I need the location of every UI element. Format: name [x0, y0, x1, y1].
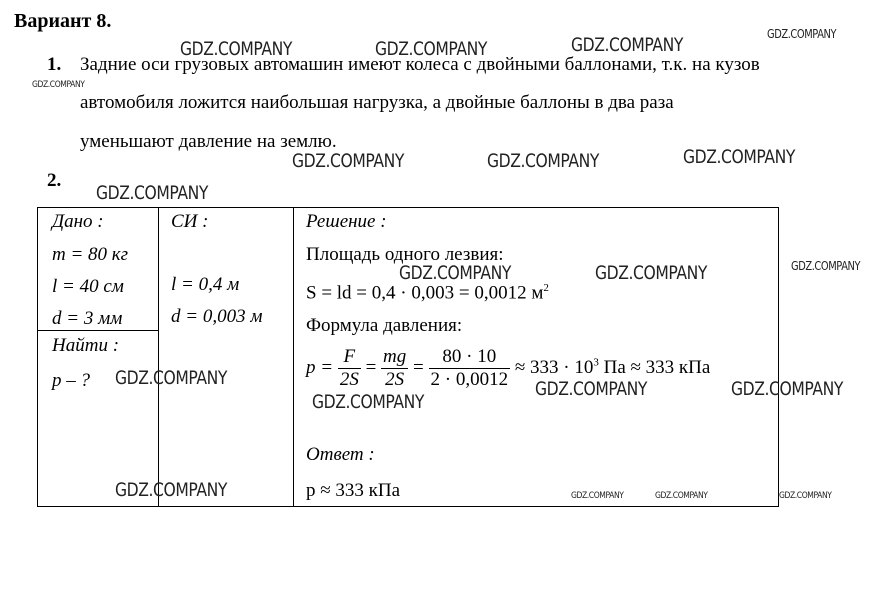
- si-header: СИ :: [171, 211, 209, 232]
- watermark: GDZ.COMPANY: [115, 479, 228, 501]
- watermark: GDZ.COMPANY: [32, 80, 85, 90]
- divider-given-si: [158, 208, 159, 506]
- si-thickness: d = 0,003 м: [171, 306, 263, 327]
- given-mass: m = 80 кг: [52, 244, 129, 265]
- watermark: GDZ.COMPANY: [375, 38, 488, 60]
- given-header: Дано :: [52, 211, 104, 232]
- pressure-formula: p = $\frac{F}{2S}$ = $\frac{mg}{2S}$ = $\frac{80 \cdot 10}{2 \cdot 0,0012}$ ≈ $333 \cdot 10^3$ Па ≈ 333 кПа: [306, 346, 711, 390]
- divider-si-solution: [293, 208, 294, 506]
- watermark: GDZ.COMPANY: [180, 38, 293, 60]
- watermark: GDZ.COMPANY: [115, 367, 228, 389]
- watermark: GDZ.COMPANY: [683, 146, 796, 168]
- watermark: GDZ.COMPANY: [312, 391, 425, 413]
- pressure-label: Формула давления:: [306, 315, 463, 336]
- variant-title: Вариант 8.: [14, 10, 112, 32]
- answer-header: Ответ :: [306, 444, 375, 465]
- question-1-line-3: уменьшают давление на землю.: [80, 131, 337, 152]
- watermark: GDZ.COMPANY: [96, 182, 209, 204]
- watermark: GDZ.COMPANY: [535, 378, 648, 400]
- watermark: GDZ.COMPANY: [399, 262, 512, 284]
- watermark: GDZ.COMPANY: [292, 150, 405, 172]
- given-length: l = 40 см: [52, 276, 124, 297]
- watermark: GDZ.COMPANY: [571, 491, 624, 501]
- watermark: GDZ.COMPANY: [655, 491, 708, 501]
- area-label: Площадь одного лезвия:: [306, 244, 504, 265]
- solution-header: Решение :: [306, 211, 387, 232]
- answer-value: p ≈ 333 кПа: [306, 480, 401, 501]
- question-1-line-2: автомобиля ложится наибольшая нагрузка, а двойные баллоны в два раза: [80, 92, 674, 113]
- watermark: GDZ.COMPANY: [767, 27, 837, 41]
- solution-table: [37, 207, 779, 507]
- si-length: l = 0,4 м: [171, 274, 240, 295]
- question-2-number: 2.: [47, 170, 62, 191]
- watermark: GDZ.COMPANY: [791, 259, 861, 273]
- watermark: GDZ.COMPANY: [595, 262, 708, 284]
- watermark: GDZ.COMPANY: [571, 34, 684, 56]
- question-1-line-1: Задние оси грузовых автомашин имеют колеса с двойными баллонами, т.к. на кузов: [80, 54, 760, 75]
- area-formula: S = ld = 0,4 · 0,003 = 0,0012 $м^2$: [306, 282, 549, 304]
- watermark: GDZ.COMPANY: [731, 378, 844, 400]
- watermark: GDZ.COMPANY: [779, 491, 832, 501]
- find-value: p – ?: [52, 370, 90, 391]
- watermark: GDZ.COMPANY: [487, 150, 600, 172]
- given-thickness: d = 3 мм: [52, 308, 123, 329]
- find-header: Найти :: [52, 335, 120, 356]
- divider-given-find: [38, 330, 158, 331]
- question-1-number: 1.: [47, 54, 62, 75]
